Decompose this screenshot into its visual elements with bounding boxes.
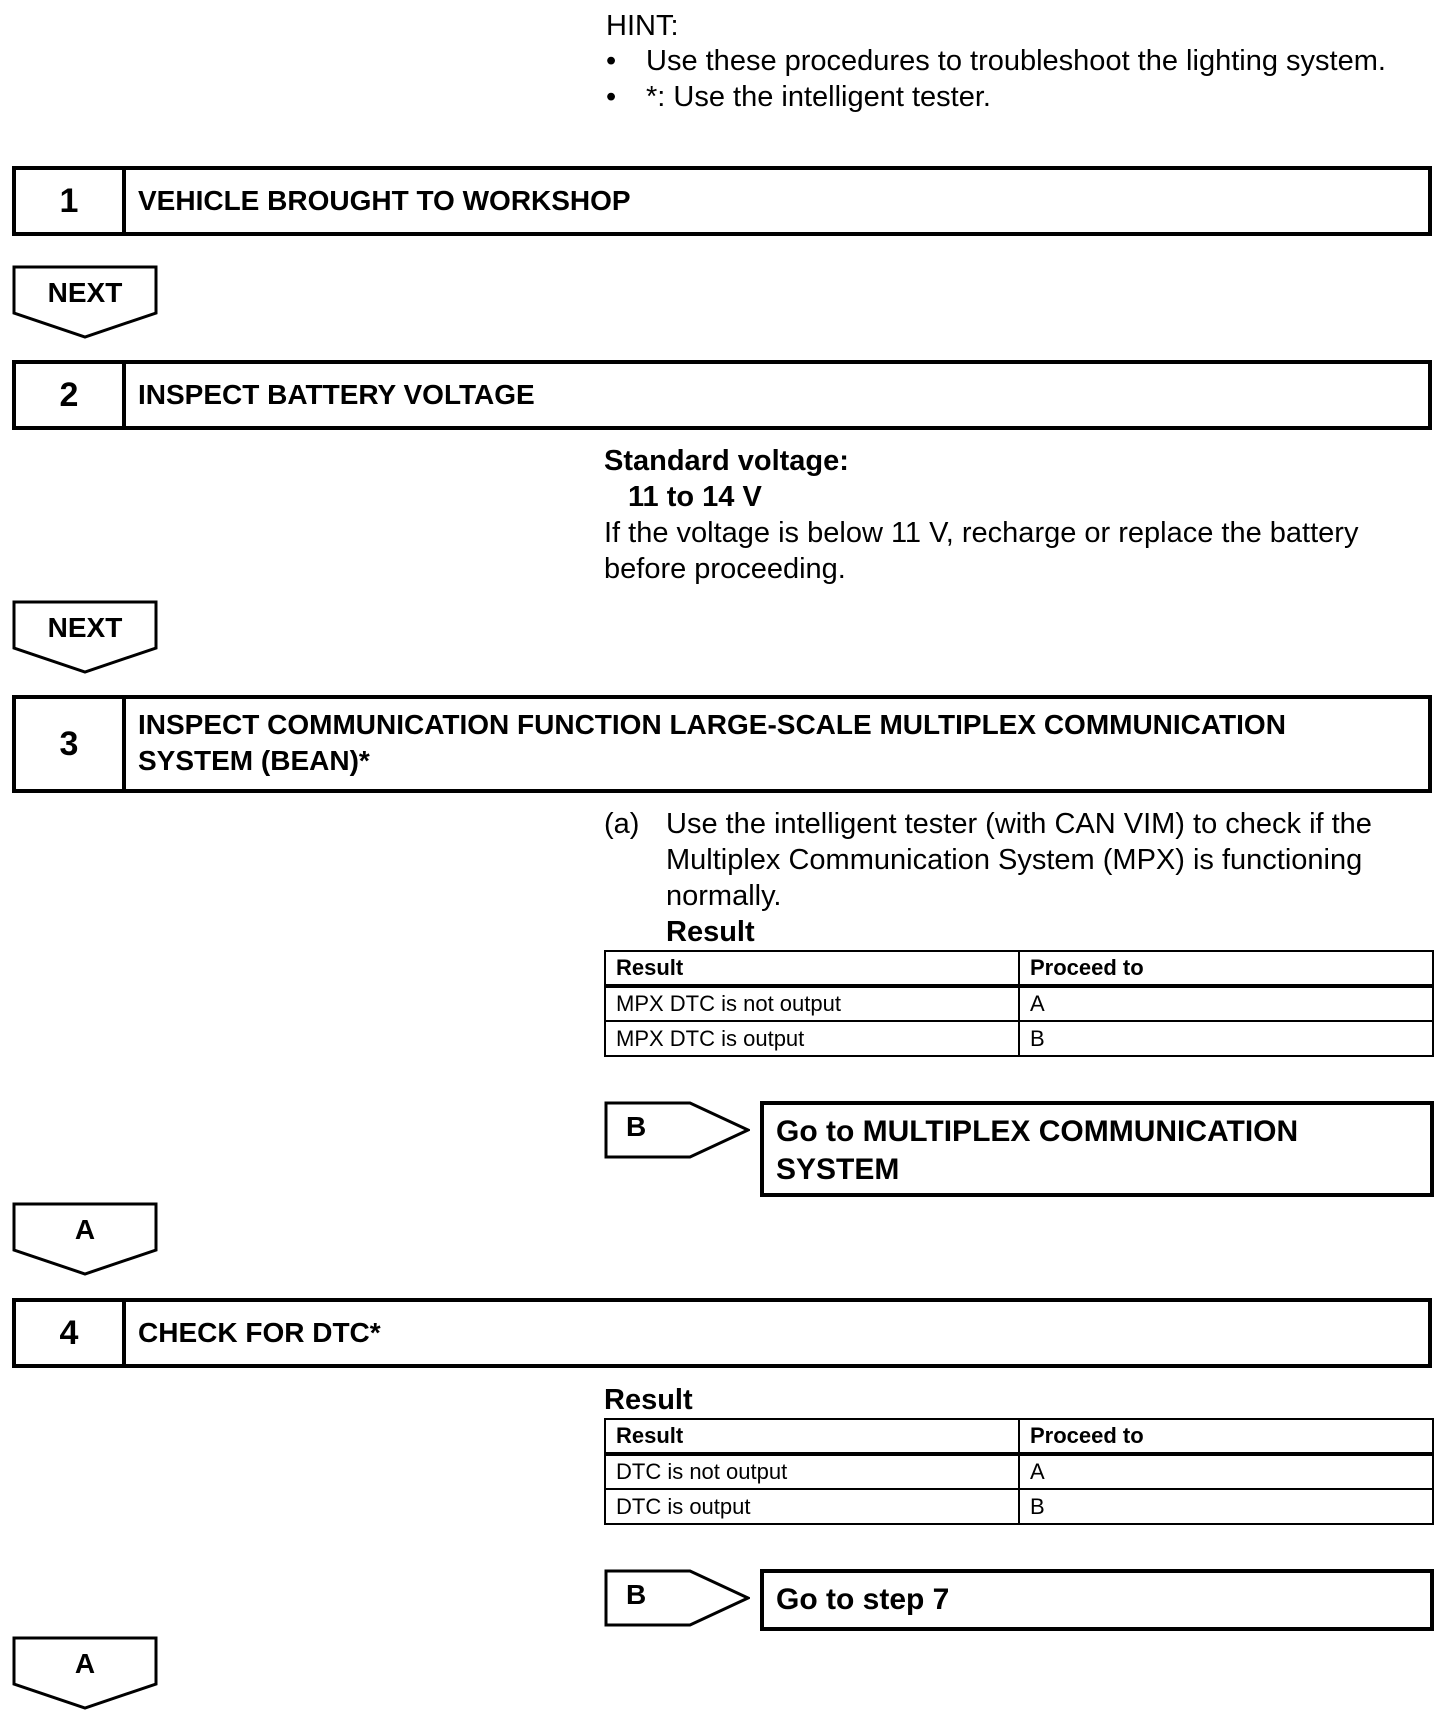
step-title: INSPECT COMMUNICATION FUNCTION LARGE-SCALE MULTIPLEX COMMUNICATION SYSTEM (BEAN)*	[138, 709, 1286, 776]
step-1-header	[12, 166, 1432, 236]
next-label: NEXT	[47, 277, 123, 308]
step-number: 3	[16, 699, 126, 789]
branch-b-arrow	[604, 1101, 750, 1159]
standard-voltage-value: 11 to 14 V	[628, 481, 762, 513]
branch-b-arrow	[604, 1569, 750, 1627]
table-header-cell: Proceed to	[1019, 1419, 1433, 1454]
step-number: 4	[16, 1302, 126, 1364]
next-arrow	[12, 265, 158, 339]
hint-bullet-text: *: Use the intelligent tester.	[646, 81, 991, 113]
table-cell: A	[1019, 986, 1433, 1021]
standard-voltage-label: Standard voltage:	[604, 445, 849, 477]
table-cell: B	[1019, 1489, 1433, 1524]
step-number: 2	[16, 364, 126, 426]
step-title: INSPECT BATTERY VOLTAGE	[138, 379, 535, 410]
table-cell: DTC is output	[605, 1489, 1019, 1524]
step-title: CHECK FOR DTC*	[138, 1317, 381, 1348]
step-3-header	[12, 695, 1432, 793]
table-cell: MPX DTC is not output	[605, 986, 1019, 1021]
bullet-dot: •	[606, 81, 617, 113]
table-header-cell: Result	[605, 951, 1019, 986]
branch-label: A	[74, 1648, 96, 1679]
table-header-cell: Result	[605, 1419, 1019, 1454]
table-cell: MPX DTC is output	[605, 1021, 1019, 1056]
table-cell: DTC is not output	[605, 1454, 1019, 1489]
branch-label: B	[626, 1111, 647, 1142]
table-cell: A	[1019, 1454, 1433, 1489]
bullet-dot: •	[606, 45, 617, 77]
table-header-row	[605, 951, 1433, 986]
voltage-note: If the voltage is below 11 V, recharge or replace the battery before proceeding.	[604, 517, 1359, 585]
step-number: 1	[16, 170, 126, 232]
table-row	[605, 986, 1433, 1021]
goto-box: Go to MULTIPLEX COMMUNICATION SYSTEM	[760, 1101, 1434, 1197]
result-table	[604, 1418, 1434, 1525]
table-header-row	[605, 1419, 1433, 1454]
result-label: Result	[604, 1384, 693, 1416]
table-row	[605, 1454, 1433, 1489]
branch-label: B	[626, 1579, 647, 1610]
table-row	[605, 1021, 1433, 1056]
hint-title: HINT:	[606, 10, 679, 42]
item-label: (a)	[604, 808, 640, 840]
table-cell: B	[1019, 1021, 1433, 1056]
result-table	[604, 950, 1434, 1057]
branch-label: A	[74, 1214, 96, 1245]
step-4-header	[12, 1298, 1432, 1368]
item-text: Use the intelligent tester (with CAN VIM) to check if the Multiplex Communication System (MPX) is functioning normally.	[666, 808, 1372, 912]
result-label: Result	[666, 916, 755, 948]
next-label: NEXT	[47, 612, 123, 643]
next-arrow	[12, 600, 158, 674]
step-title: VEHICLE BROUGHT TO WORKSHOP	[138, 185, 631, 216]
goto-box: Go to step 7	[760, 1569, 1434, 1631]
branch-a-arrow	[12, 1636, 158, 1710]
table-row	[605, 1489, 1433, 1524]
table-header-cell: Proceed to	[1019, 951, 1433, 986]
hint-bullet-text: Use these procedures to troubleshoot the lighting system.	[646, 45, 1386, 77]
step-2-header	[12, 360, 1432, 430]
branch-a-arrow	[12, 1202, 158, 1276]
